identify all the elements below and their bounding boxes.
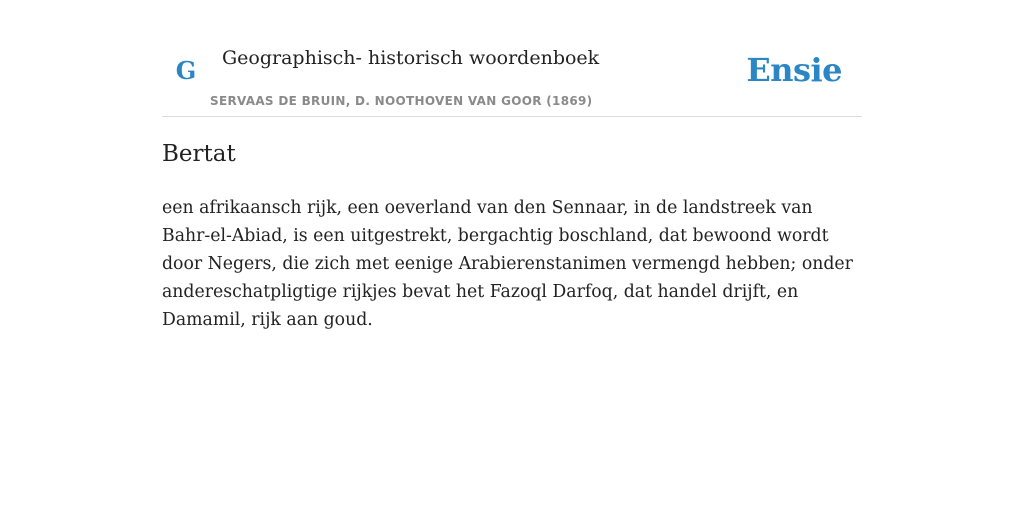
entry-title: Bertat — [162, 141, 236, 167]
book-authors: SERVAAS DE BRUIN, D. NOOTHOVEN VAN GOOR (1869) — [210, 94, 593, 108]
book-logo-link[interactable]: G — [175, 56, 197, 85]
dictionary-entry — [162, 136, 862, 334]
entry-definition: een afrikaansch rijk, een oeverland van den Sennaar, in de landstreek van Bahr-el-Abiad, is een uitgestrekt, bergachtig boschland, dat bewoond wordt door Negers, die zich met eenige Arabierenstanimen vermengd hebben; onder andereschatpligtige rijkjes bevat het Fazoql Darfoq, dat handel drijft, en Damamil, rijk aan goud. — [162, 198, 853, 330]
book-title-link[interactable]: Geographisch- historisch woordenboek — [222, 47, 600, 69]
ensie-logo-link[interactable]: Ensie — [746, 51, 842, 89]
dictionary-header — [162, 0, 862, 117]
